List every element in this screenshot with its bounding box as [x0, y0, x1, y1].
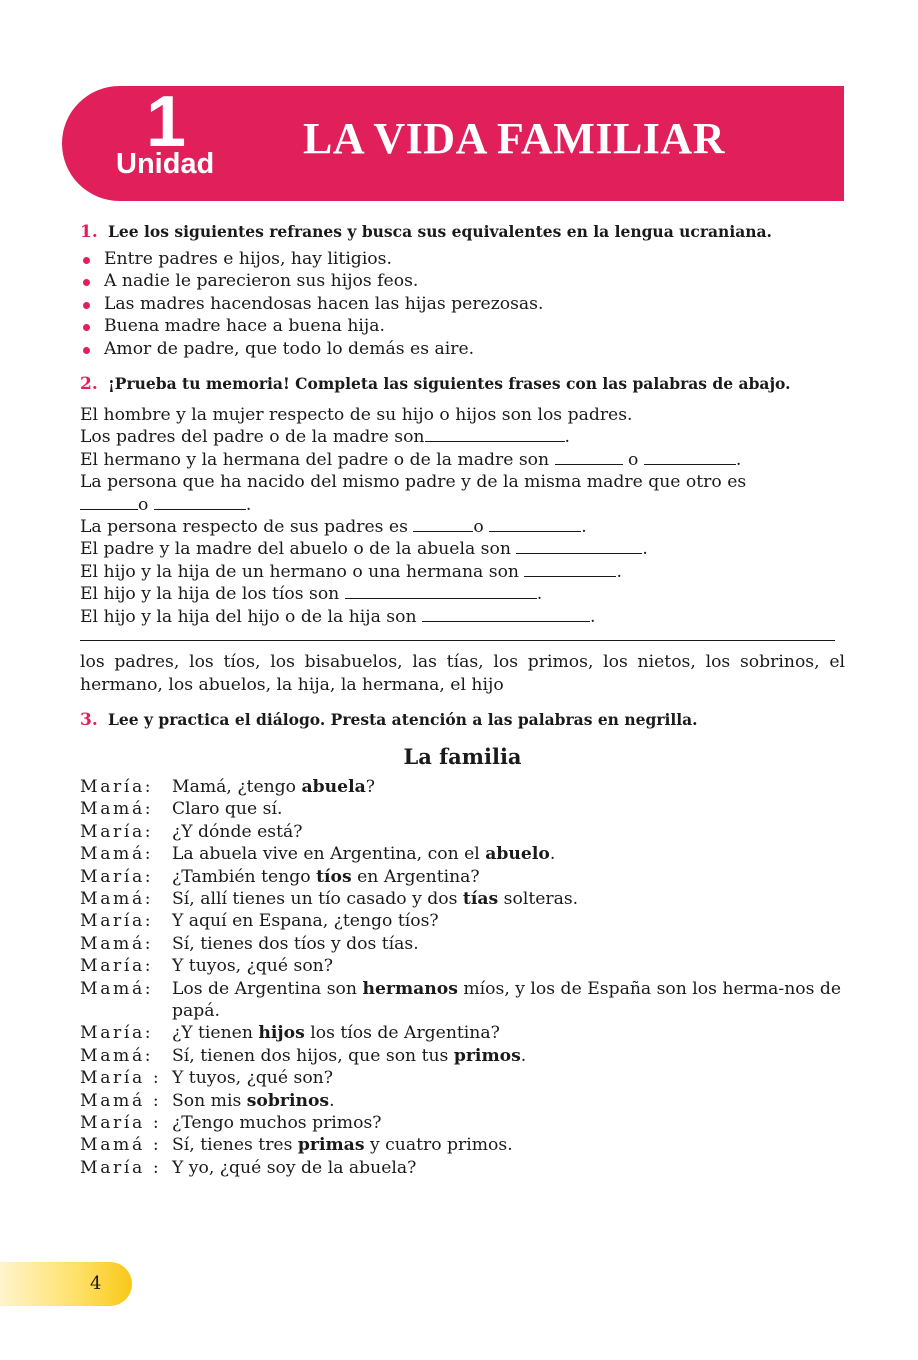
dialog-line — [80, 910, 845, 932]
dialog-text — [172, 955, 845, 977]
highlighted-word: hijos — [258, 1023, 305, 1044]
conjunction-text: o — [473, 517, 484, 538]
dialog-text-part: solteras. — [498, 888, 579, 909]
sentence-text: El hijo y la hija de un hermano o una hermana son — [80, 561, 525, 582]
dialog-text-part: Sí, tienen dos hijos, que son tus — [172, 1045, 454, 1066]
highlighted-word: tías — [462, 888, 499, 909]
speaker-name: María : — [80, 1068, 162, 1089]
page-title: LA VIDA FAMILIAR — [303, 114, 725, 163]
dialog-text — [172, 1022, 845, 1044]
proverb-item: Las madres hacendosas hacen las hijas perezosas. — [80, 293, 845, 315]
dialog-text-part: . — [329, 1090, 335, 1111]
dialog-text — [172, 1112, 845, 1134]
sentence: El hombre y la mujer respecto de su hijo o hijos son los padres. — [80, 405, 633, 426]
dialog-line — [80, 1157, 845, 1179]
sentence: Los padres del padre o de la madre son . — [80, 427, 570, 448]
answer-blank[interactable] — [345, 583, 537, 599]
proverb-item: Buena madre hace a buena hija. — [80, 315, 845, 337]
dialog-text-part: . — [520, 1045, 527, 1066]
speaker-name: María: — [80, 821, 154, 842]
answer-blank[interactable] — [154, 494, 246, 510]
dialog-line — [80, 933, 845, 955]
highlighted-word: sobrinos — [246, 1090, 330, 1111]
sentence: El hijo y la hija del hijo o de la hija son . — [80, 606, 596, 627]
speaker-name: Mamá : — [80, 1135, 162, 1156]
dialog-text-part: Los de Argentina son — [172, 978, 363, 999]
dialog-text-part: Mamá, ¿tengo — [172, 776, 302, 797]
dialog-text-part: Y tuyos, ¿qué son? — [172, 956, 333, 977]
speaker-name: Mamá: — [80, 933, 154, 954]
sentence-text: El hijo y la hija del hijo o de la hija son — [80, 606, 423, 627]
sentence: El padre y la madre del abuelo o de la abuela son . — [80, 539, 648, 560]
highlighted-word: abuela — [301, 776, 366, 797]
proverb-list — [80, 248, 845, 360]
sentence-continued: o . — [80, 494, 845, 516]
dialog-text-part: ¿También tengo — [172, 866, 317, 887]
dialog-text — [172, 1134, 845, 1156]
dialog-line — [80, 843, 845, 865]
dialog-text-part: y cuatro primos. — [364, 1135, 513, 1156]
dialog-text-part: Claro que sí. — [172, 799, 283, 820]
dialog-line — [80, 1134, 845, 1156]
dialog-text-part: Sí, tienes tres — [172, 1135, 298, 1156]
sentence-text: El hijo y la hija de los tíos son — [80, 584, 345, 605]
dialog-text-part: Y aquí en Espana, ¿tengo tíos? — [172, 911, 439, 932]
highlighted-word: primos — [453, 1045, 521, 1066]
task-number: 2. — [80, 374, 98, 395]
speaker-name: Mamá: — [80, 888, 154, 909]
dialog-text — [172, 978, 845, 1023]
answer-blank[interactable] — [422, 606, 590, 622]
task-2-heading — [80, 374, 845, 394]
speaker-name: Mamá: — [80, 799, 154, 820]
conjunction-text: o — [628, 449, 639, 470]
speaker-name: Mamá : — [80, 1090, 162, 1111]
unit-label: Unidad — [116, 148, 215, 180]
main-content — [80, 222, 845, 1179]
answer-blank[interactable] — [425, 426, 565, 442]
task-instruction: ¡Prueba tu memoria! Completa las siguientes frases con las palabras de abajo. — [108, 374, 791, 394]
dialog-text-part: míos, y los de España son los herma-nos de papá. — [172, 978, 842, 1021]
highlighted-word: primas — [297, 1135, 365, 1156]
dialog-text-part: en Argentina? — [351, 866, 480, 887]
sentence-text: La persona que ha nacido del mismo padre y de la misma madre que otro es — [80, 472, 747, 493]
dialog-title: La familia — [403, 743, 522, 769]
proverb-item: A nadie le parecieron sus hijos feos. — [80, 270, 845, 292]
highlighted-word: hermanos — [362, 978, 458, 999]
speaker-name: María: — [80, 866, 154, 887]
task-instruction: Lee y practica el diálogo. Presta atención a las palabras en negrilla. — [108, 709, 698, 729]
speaker-name: María : — [80, 1113, 162, 1133]
dialog-text-part: ¿Tengo muchos primos? — [172, 1113, 382, 1133]
dialog-text-part: Sí, tienes dos tíos y dos tías. — [172, 933, 419, 954]
fill-in-sentences — [80, 404, 845, 696]
dialog-text — [172, 1090, 845, 1112]
dialog-text — [172, 1157, 845, 1179]
answer-blank[interactable] — [555, 449, 623, 465]
sentence — [80, 471, 845, 493]
answer-blank[interactable] — [80, 494, 138, 510]
dialog-text — [172, 798, 845, 820]
dialog-text-part: Y yo, ¿qué soy de la abuela? — [172, 1157, 417, 1178]
dialog-text — [172, 1045, 845, 1067]
answer-blank[interactable] — [644, 449, 736, 465]
dialog-text-part: los tíos de Argentina? — [304, 1023, 500, 1044]
task-number: 3. — [80, 709, 98, 730]
dialog-text-part: Y tuyos, ¿qué son? — [172, 1068, 333, 1089]
dialog-line — [80, 776, 845, 798]
page-number: 4 — [90, 1273, 102, 1294]
task-1-heading — [80, 222, 845, 242]
dialog-text — [172, 1067, 845, 1089]
divider — [80, 640, 835, 641]
dialog-line — [80, 1112, 845, 1134]
speaker-name: María: — [80, 776, 154, 797]
speaker-name: María: — [80, 956, 154, 977]
sentence-text: El padre y la madre del abuelo o de la abuela son — [80, 539, 517, 560]
dialog-text-part: . — [549, 844, 556, 865]
speaker-name: María : — [80, 1157, 162, 1178]
speaker-name: Mamá: — [80, 1045, 154, 1066]
dialog-line — [80, 1067, 845, 1089]
sentence-text: Los padres del padre o de la madre son — [80, 427, 425, 448]
sentence: La persona respecto de sus padres es o . — [80, 517, 587, 538]
conjunction-text: o — [138, 494, 149, 515]
dialog-line — [80, 955, 845, 977]
dialog-line — [80, 1090, 845, 1112]
answer-blank[interactable] — [516, 538, 642, 554]
dialog-line — [80, 888, 845, 910]
dialog-line — [80, 1022, 845, 1044]
dialog-text-part: Son mis — [172, 1090, 247, 1111]
dialog-text-part: ¿Y tienen — [172, 1023, 259, 1044]
sentence: El hijo y la hija de los tíos son . — [80, 584, 543, 605]
dialog-line — [80, 978, 845, 1023]
answer-blank[interactable] — [524, 561, 616, 577]
page-number-tab — [0, 1262, 132, 1306]
speaker-name: Mamá: — [80, 844, 154, 865]
dialog-text — [172, 933, 845, 955]
task-instruction: Lee los siguientes refranes y busca sus equivalentes en la lengua ucraniana. — [108, 222, 772, 241]
highlighted-word: tíos — [316, 866, 352, 887]
dialog-text — [172, 910, 845, 932]
dialog-text — [172, 866, 845, 888]
answer-blank[interactable] — [489, 516, 581, 532]
task-number: 1. — [80, 222, 98, 242]
dialog-line — [80, 821, 845, 843]
dialog-text-part: La abuela vive en Argentina, con el — [172, 844, 486, 865]
dialog-text — [172, 821, 845, 843]
answer-blank[interactable] — [413, 516, 473, 532]
dialog — [80, 776, 845, 1179]
dialog-text-part: ¿Y dónde está? — [172, 821, 303, 842]
sentence: El hermano y la hermana del padre o de la madre son o . — [80, 449, 742, 470]
dialog-text-part: ? — [365, 776, 375, 797]
dialog-text-part: Sí, allí tienes un tío casado y dos — [172, 888, 463, 909]
dialog-text — [172, 888, 845, 910]
dialog-text — [172, 843, 845, 865]
speaker-name: María: — [80, 911, 154, 932]
proverb-item: Amor de padre, que todo lo demás es aire. — [80, 338, 845, 360]
sentence-text: El hermano y la hermana del padre o de la madre son — [80, 449, 555, 470]
task-3-heading — [80, 710, 845, 730]
word-bank: los padres, los tíos, los bisabuelos, las tías, los primos, los nietos, los sobrinos, el hermano, los abuelos, la hija, la hermana, el hijo — [80, 652, 845, 695]
dialog-line — [80, 866, 845, 888]
speaker-name: María: — [80, 1023, 154, 1044]
proverb-item: Entre padres e hijos, hay litigios. — [80, 248, 845, 270]
sentence-text: La persona respecto de sus padres es — [80, 517, 414, 538]
highlighted-word: abuelo — [485, 844, 550, 865]
dialog-text — [172, 776, 845, 798]
dialog-line — [80, 798, 845, 820]
speaker-name: Mamá: — [80, 978, 154, 999]
unit-number: 1 — [146, 82, 187, 162]
dialog-line — [80, 1045, 845, 1067]
sentence: El hijo y la hija de un hermano o una hermana son . — [80, 561, 622, 582]
